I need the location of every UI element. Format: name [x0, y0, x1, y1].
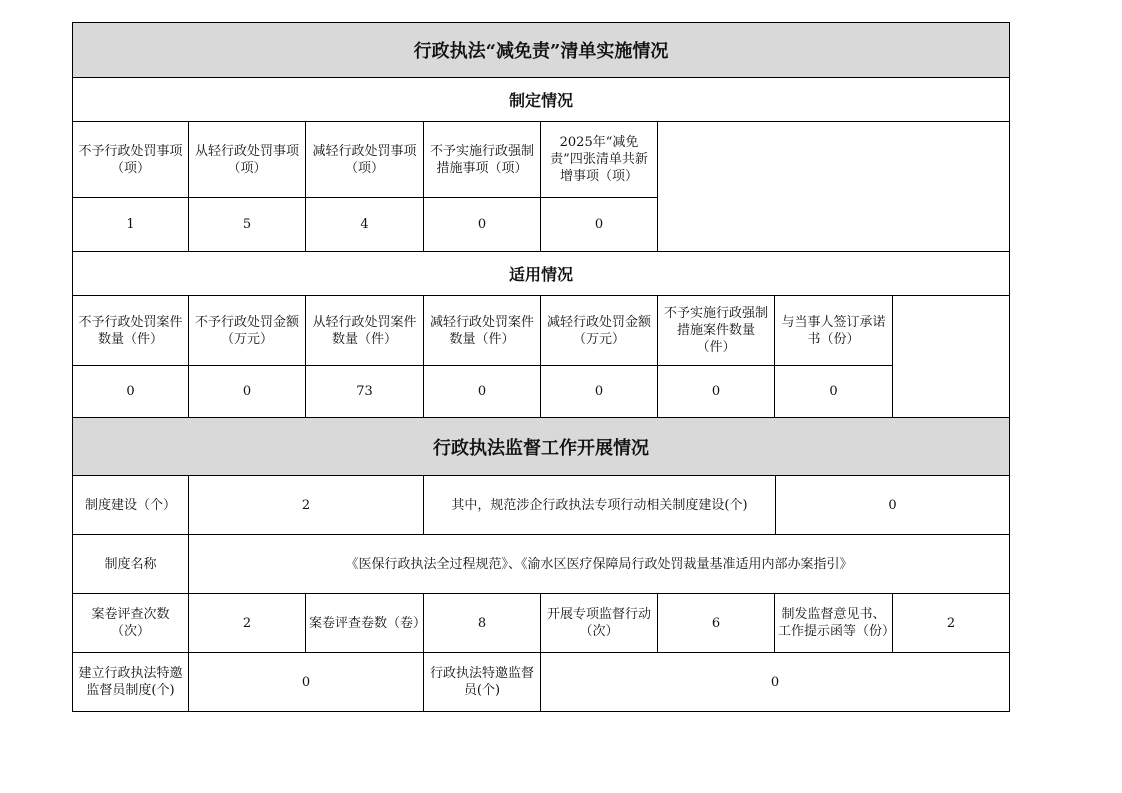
special-action-value: 6	[658, 594, 775, 653]
formulation-blank-area	[658, 198, 1010, 252]
formulation-header-row	[72, 122, 1010, 198]
application-value-row	[72, 366, 1010, 418]
application-value: 0	[424, 366, 541, 418]
application-value: 0	[541, 366, 658, 418]
formulation-value: 4	[306, 198, 424, 252]
opinion-letters-value: 2	[893, 594, 1010, 653]
formulation-value: 0	[541, 198, 658, 252]
formulation-header: 不予实施行政强制措施事项（项）	[424, 122, 541, 198]
application-value: 0	[775, 366, 893, 418]
application-value: 0	[658, 366, 775, 418]
application-header: 从轻行政处罚案件数量（件）	[306, 296, 424, 366]
application-header: 与当事人签订承诺书（份）	[775, 296, 893, 366]
application-blank-area	[893, 366, 1010, 418]
application-header: 减轻行政处罚金额（万元）	[541, 296, 658, 366]
formulation-value-row	[72, 198, 1010, 252]
system-name-value: 《医保行政执法全过程规范》、《渝水区医疗保障局行政处罚裁量基准适用内部办案指引》	[189, 535, 1010, 594]
special-action-label: 开展专项监督行动（次）	[541, 594, 658, 653]
formulation-header: 不予行政处罚事项（项）	[72, 122, 189, 198]
supervision-section-title: 行政执法监督工作开展情况	[72, 418, 1010, 476]
case-review-row	[72, 594, 1010, 653]
formulation-header: 2025年“减免责”四张清单共新增事项（项）	[541, 122, 658, 198]
formulation-value: 5	[189, 198, 306, 252]
application-value: 0	[72, 366, 189, 418]
system-name-row	[72, 535, 1010, 594]
enforcement-report-table	[72, 22, 1010, 712]
opinion-letters-label: 制发监督意见书、工作提示函等（份）	[775, 594, 893, 653]
enterprise-system-value: 0	[776, 476, 1010, 535]
application-header: 不予实施行政强制措施案件数量（件）	[658, 296, 775, 366]
system-name-label: 制度名称	[72, 535, 189, 594]
special-supervisor-value: 0	[541, 653, 1010, 712]
case-review-times-label: 案卷评查次数（次）	[72, 594, 189, 653]
formulation-header: 从轻行政处罚事项（项）	[189, 122, 306, 198]
case-review-times-value: 2	[189, 594, 306, 653]
formulation-value: 0	[424, 198, 541, 252]
formulation-header: 减轻行政处罚事项（项）	[306, 122, 424, 198]
special-supervisor-system-label: 建立行政执法特邀监督员制度(个)	[72, 653, 189, 712]
application-header: 不予行政处罚金额（万元）	[189, 296, 306, 366]
special-supervisor-label: 行政执法特邀监督员(个)	[424, 653, 541, 712]
formulation-value: 1	[72, 198, 189, 252]
system-building-row	[72, 476, 1010, 535]
application-header-row	[72, 296, 1010, 366]
application-header: 不予行政处罚案件数量（件）	[72, 296, 189, 366]
case-review-volumes-value: 8	[424, 594, 541, 653]
case-review-volumes-label: 案卷评查卷数（卷）	[306, 594, 424, 653]
application-header: 减轻行政处罚案件数量（件）	[424, 296, 541, 366]
application-blank-area	[893, 296, 1010, 366]
special-supervisor-system-value: 0	[189, 653, 424, 712]
formulation-section-title: 制定情况	[72, 78, 1010, 122]
main-title: 行政执法“减免责”清单实施情况	[72, 22, 1010, 78]
special-supervisor-row	[72, 653, 1010, 712]
application-section-title: 适用情况	[72, 252, 1010, 296]
system-building-value: 2	[189, 476, 424, 535]
application-value: 0	[189, 366, 306, 418]
enterprise-system-label: 其中，规范涉企行政执法专项行动相关制度建设(个)	[424, 476, 776, 535]
system-building-label: 制度建设（个）	[72, 476, 189, 535]
application-value: 73	[306, 366, 424, 418]
formulation-blank-area	[658, 122, 1010, 198]
